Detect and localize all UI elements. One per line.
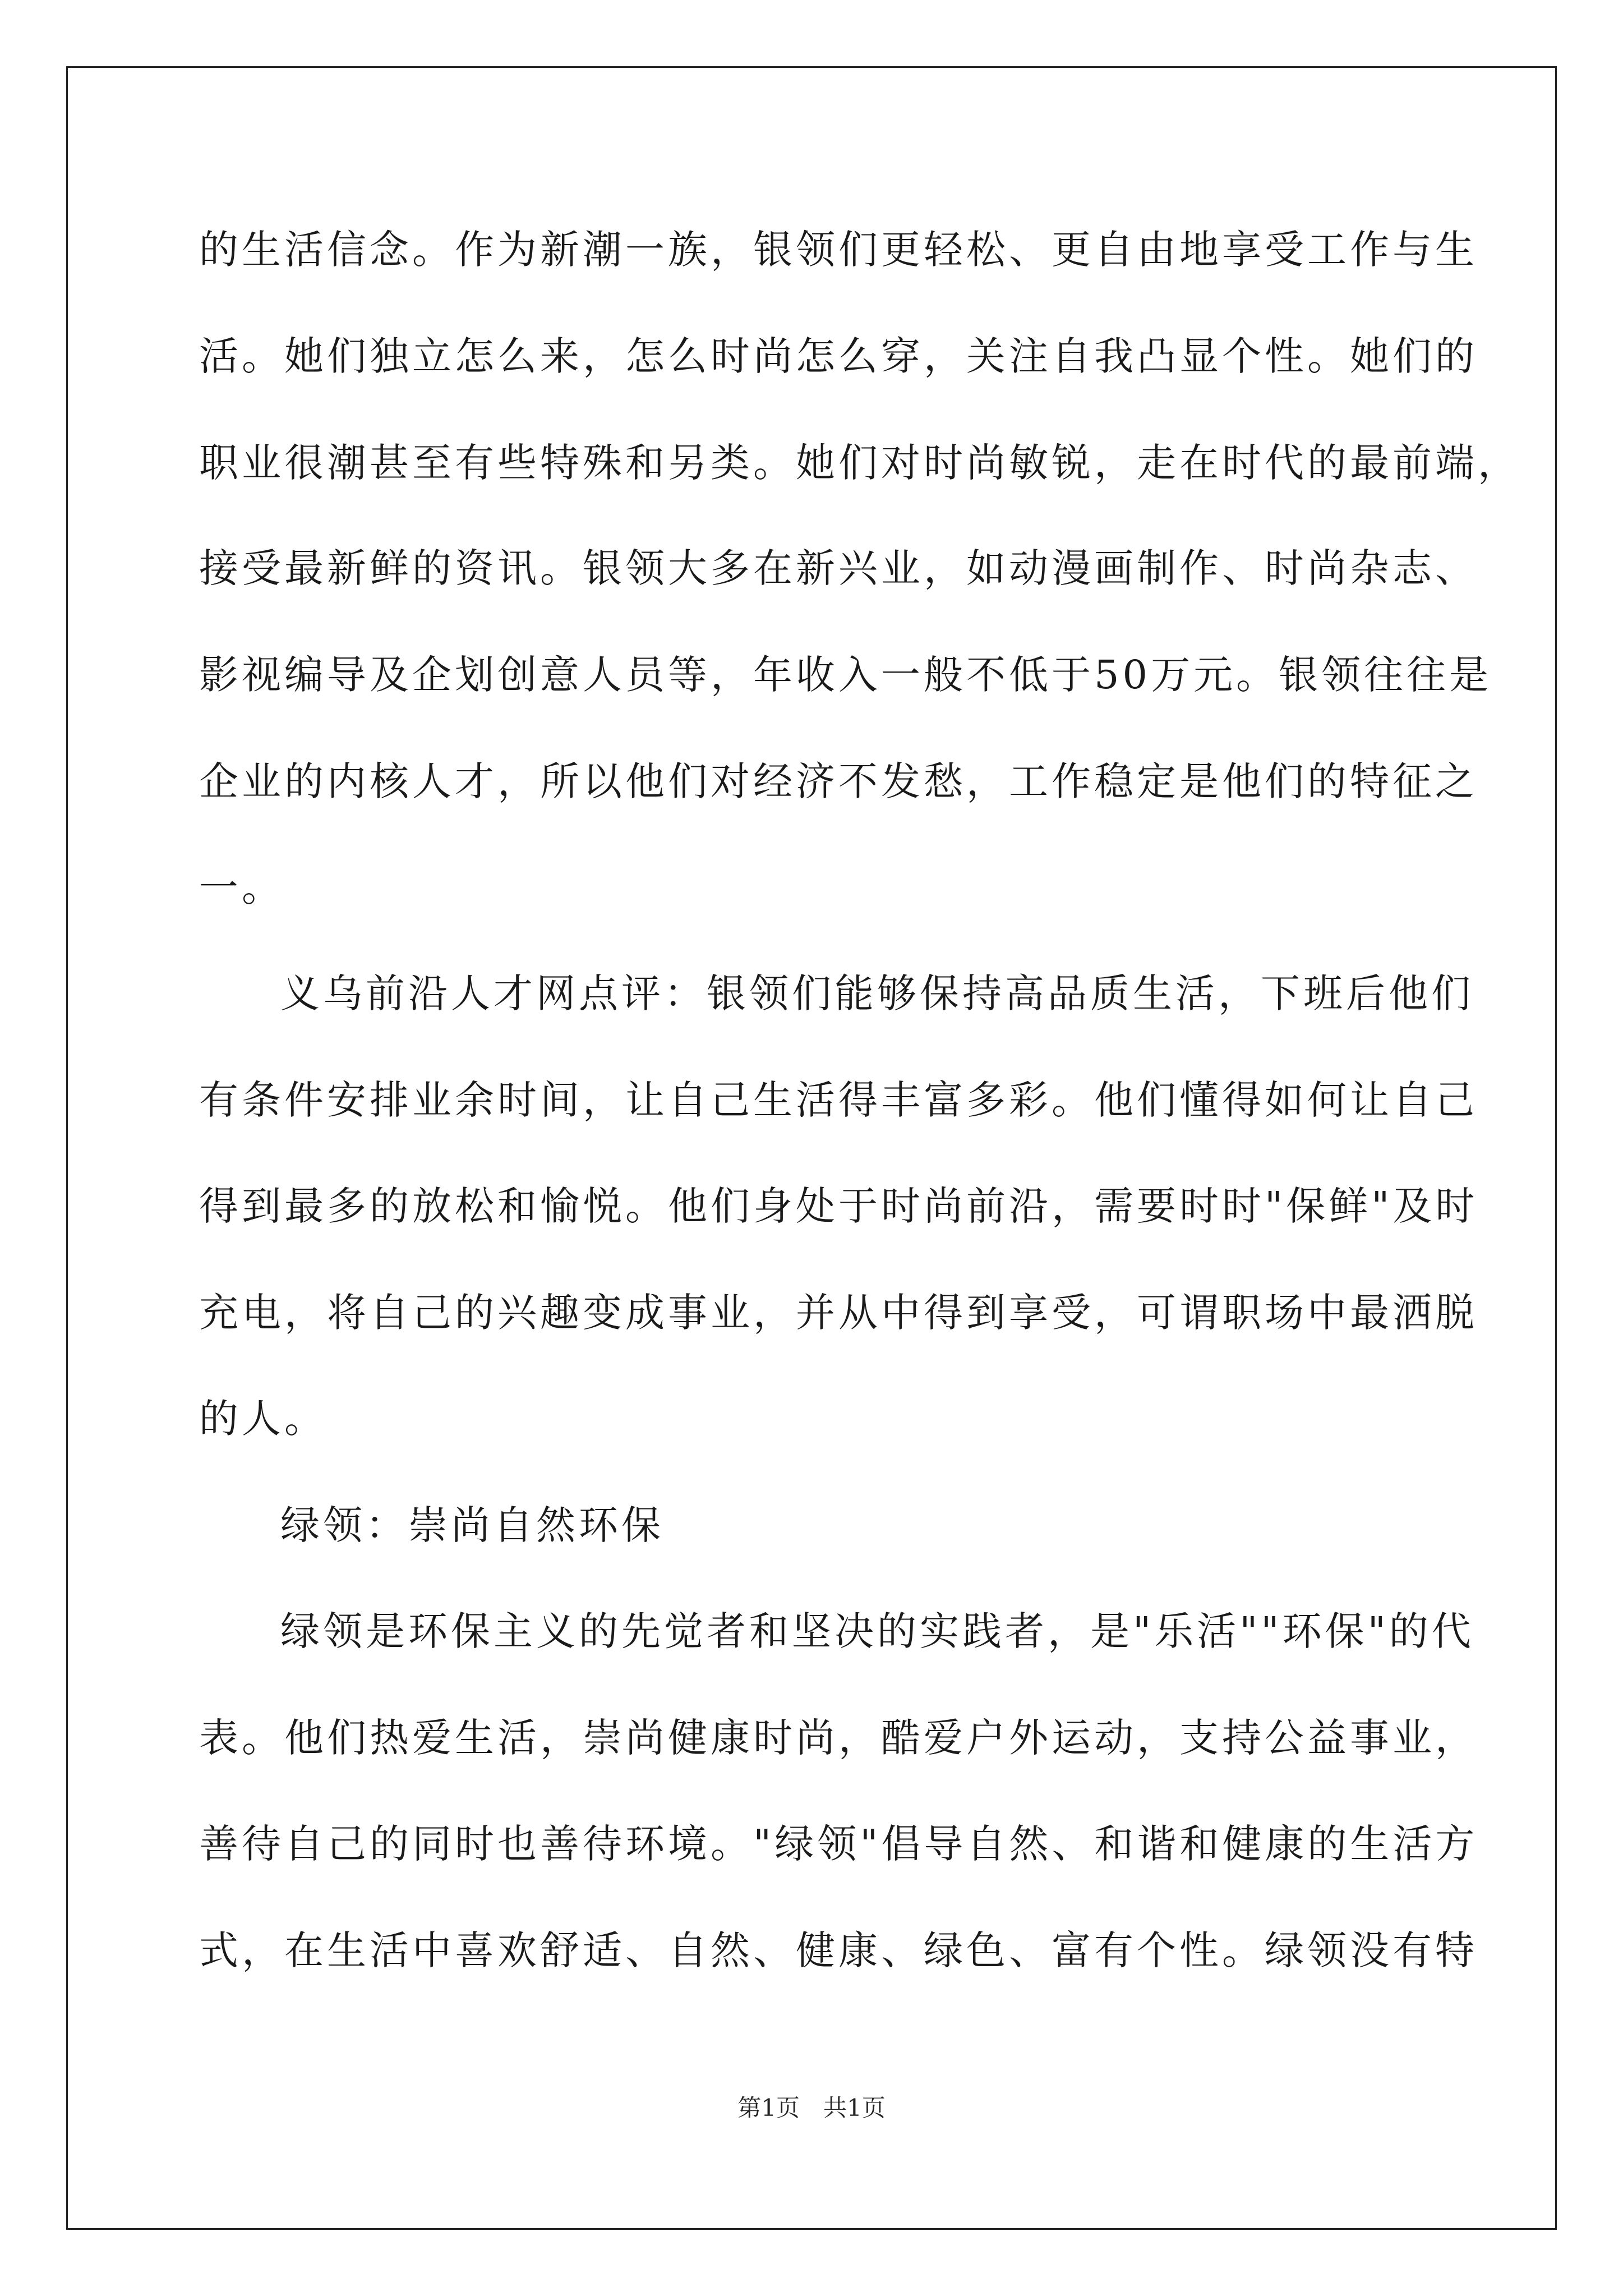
- body-line-17: 式，在生活中喜欢舒适、自然、健康、绿色、富有个性。绿领没有特: [199, 1927, 1478, 1973]
- body-line-2: 活。她们独立怎么来，怎么时尚怎么穿，关注自我凸显个性。她们的: [199, 333, 1478, 379]
- paragraph-first-line: 义乌前沿人才网点评：银领们能够保持高品质生活，下班后他们: [280, 970, 1474, 1016]
- body-line-15: 表。他们热爱生活，崇尚健康时尚，酷爱户外运动，支持公益事业，: [199, 1715, 1478, 1761]
- body-line-5: 影视编导及企划创意人员等，年收入一般不低于50万元。银领往往是: [199, 652, 1492, 698]
- body-line-7: 一。: [199, 864, 284, 910]
- body-line-16: 善待自己的同时也善待环境。"绿领"倡导自然、和谐和健康的生活方: [199, 1821, 1478, 1867]
- page-border: [66, 66, 1557, 2230]
- body-line-1: 的生活信念。作为新潮一族，银领们更轻松、更自由地享受工作与生: [199, 227, 1478, 273]
- paragraph-first-line: 绿领是环保主义的先觉者和坚决的实践者，是"乐活""环保"的代: [280, 1608, 1474, 1654]
- page-number-footer: 第1页 共1页: [737, 2094, 886, 2122]
- body-line-4: 接受最新鲜的资讯。银领大多在新兴业，如动漫画制作、时尚杂志、: [199, 545, 1478, 591]
- body-line-11: 充电，将自己的兴趣变成事业，并从中得到享受，可谓职场中最洒脱: [199, 1290, 1478, 1336]
- section-heading: 绿领：崇尚自然环保: [280, 1502, 664, 1548]
- body-line-6: 企业的内核人才，所以他们对经济不发愁，工作稳定是他们的特征之: [199, 758, 1478, 804]
- body-line-9: 有条件安排业余时间，让自己生活得丰富多彩。他们懂得如何让自己: [199, 1077, 1478, 1123]
- body-line-12: 的人。: [199, 1396, 327, 1442]
- body-line-10: 得到最多的放松和愉悦。他们身处于时尚前沿，需要时时"保鲜"及时: [199, 1183, 1478, 1229]
- body-line-3: 职业很潮甚至有些特殊和另类。她们对时尚敏锐，走在时代的最前端，: [199, 440, 1520, 486]
